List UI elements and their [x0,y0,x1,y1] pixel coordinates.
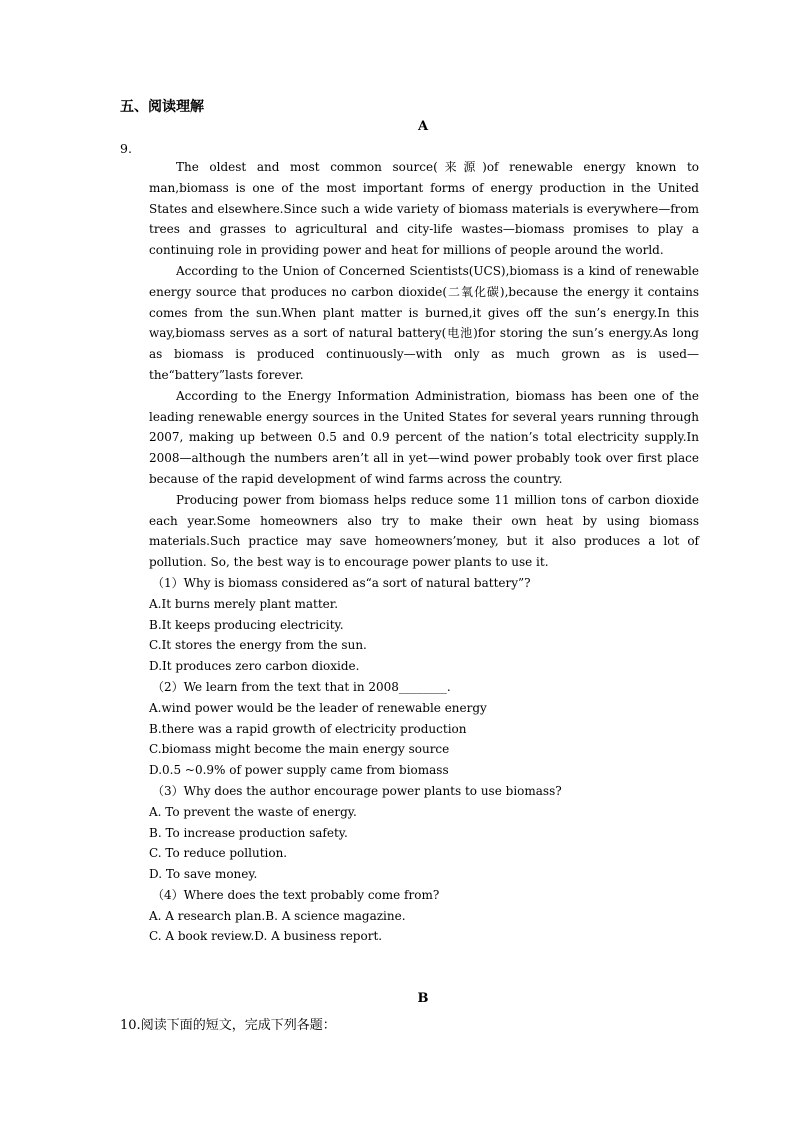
answer-option[interactable]: D.0.5 ~0.9% of power supply came from biomass [149,763,449,778]
answer-option[interactable]: D.It produces zero carbon dioxide. [149,659,360,674]
passage-b-instruction [120,1014,336,1033]
passage-paragraph: According to the Union of Concerned Scientists(UCS),biomass is a kind of renewable energy source that produces no carbon dioxide(二氧化碳),because the energy it contains comes from the sun.When plant matter is burned,it gives off the sun’s energy.In this way,biomass serves as a sort of natural battery(电池)for storing the sun’s energy.As long as biomass is produced continuously—with only as much grown as is used—the“battery”lasts forever. [149,263,699,382]
answer-option[interactable]: C.It stores the energy from the sun. [149,638,367,653]
question-stem: （3）Why does the author encourage power plants to use biomass? [152,783,562,798]
answer-option[interactable]: D. To save money. [149,867,258,882]
answer-option[interactable]: B.there was a rapid growth of electricity production [149,721,467,736]
section-title: 五、阅读理解 [120,99,204,115]
answer-option[interactable]: A. A research plan.B. A science magazine. [149,908,406,923]
question-stem: （2）We learn from the text that in 2008________. [152,679,451,694]
passage-b-label: B [417,991,429,1006]
answer-option[interactable]: B. To increase production safety. [149,825,348,840]
question-stem: （4）Where does the text probably come from? [152,887,440,902]
answer-option[interactable]: A.It burns merely plant matter. [149,596,339,611]
instruction-text: 阅读下面的短文，完成下列各题： [140,1018,336,1033]
question-4 [149,885,699,947]
question-1 [149,573,699,677]
answer-option[interactable]: B.It keeps producing electricity. [149,617,344,632]
question-2 [149,677,699,781]
question-3 [149,781,699,885]
passage-a-label: A [417,119,429,134]
question-stem: （1）Why is biomass considered as“a sort of natural battery”? [152,575,531,590]
passage-a-body [149,157,699,947]
answer-option[interactable]: A. To prevent the waste of energy. [149,804,357,819]
question-number-9: 9. [120,141,132,156]
question-number-10: 10. [120,1018,141,1033]
answer-option[interactable]: C. To reduce pollution. [149,846,288,861]
answer-option[interactable]: A.wind power would be the leader of renewable energy [149,700,487,715]
passage-paragraph: The oldest and most common source(来源)of renewable energy known to man,biomass is one of the most important forms of energy production in the United States and elsewhere.Since such a wide variety of biomass materials is everywhere—from trees and grasses to agricultural and city-life wastes—biomass promises to play a continuing role in providing power and heat for millions of people around the world. [149,160,699,258]
passage-paragraph: Producing power from biomass helps reduce some 11 million tons of carbon dioxide each year.Some homeowners also try to make their own heat by using biomass materials.Such practice may save homeowners’money, but it also produces a lot of pollution. So, the best way is to encourage power plants to use it. [149,492,699,570]
answer-option[interactable]: C.biomass might become the main energy source [149,742,450,757]
passage-paragraph: According to the Energy Information Administration, biomass has been one of the leading renewable energy sources in the United States for several years running through 2007, making up between 0.5 and 0.9 percent of the nation’s total electricity supply.In 2008—although the numbers aren’t all in yet—wind power probably took over first place because of the rapid development of wind farms across the country. [149,388,699,486]
answer-option[interactable]: C. A book review.D. A business report. [149,929,383,944]
